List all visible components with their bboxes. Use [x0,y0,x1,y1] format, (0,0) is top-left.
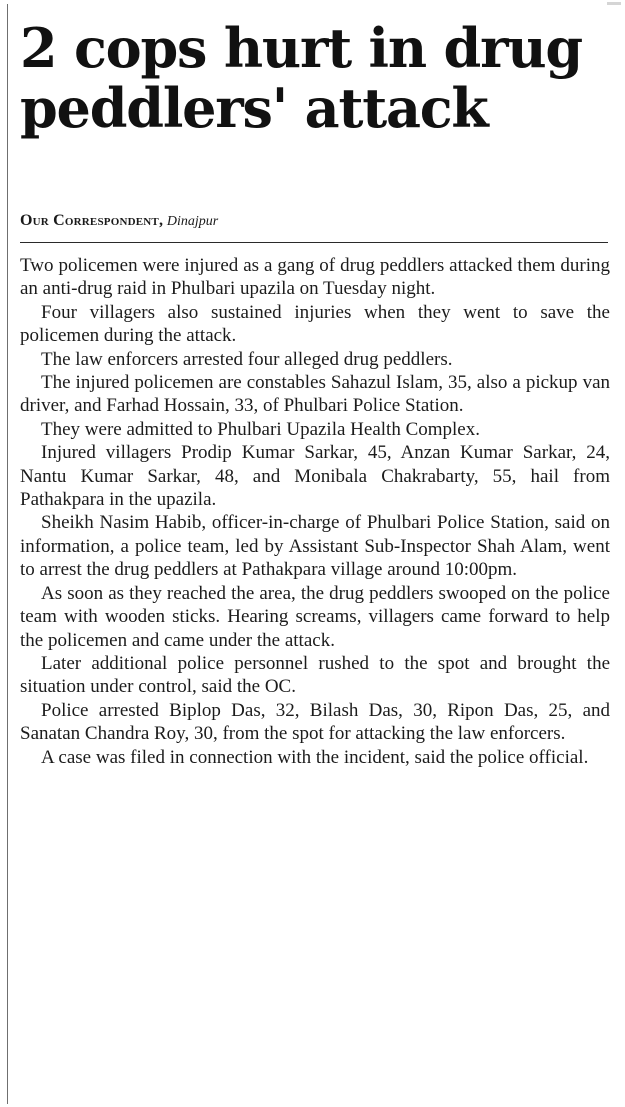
paragraph: Sheikh Nasim Habib, officer-in-charge of Phulbari Police Station, said on information, a police team, led by Assistant Sub-Inspector Shah Alam, went to arrest the drug peddlers at Pathakpara village around 10:00pm. [20,512,610,581]
paragraph: They were admitted to Phulbari Upazila Health Complex. [41,418,480,440]
paragraph: Four villagers also sustained injuries when they went to save the policemen during the attack. [20,301,610,347]
headline: 2 cops hurt in drug peddlers' attack [20,16,582,141]
paragraph: The law enforcers arrested four alleged drug peddlers. [41,348,453,370]
paragraph: The injured policemen are constables Sahazul Islam, 35, also a pickup van driver, and Farhad Hossain, 33, of Phulbari Police Station. [20,372,610,417]
paragraph: Police arrested Biplop Das, 32, Bilash Das, 30, Ripon Das, 25, and Sanatan Chandra Roy, 30, from the spot for attacking the law enforcers. [20,699,610,745]
byline [20,212,620,230]
byline-divider [20,242,608,243]
paragraph: A case was filed in connection with the incident, said the police official. [41,746,589,768]
column-rule [7,4,8,1104]
paragraph: Injured villagers Prodip Kumar Sarkar, 45, Anzan Kumar Sarkar, 24, Nantu Kumar Sarkar, 48, and Monibala Chakrabarty, 55, hail from Pathakpara in the upazila. [20,442,610,511]
byline-place: Dinajpur [166,214,219,229]
article-body [20,254,610,769]
paragraph: Later additional police personnel rushed to the spot and brought the situation under control, said the OC. [20,652,610,698]
paragraph: As soon as they reached the area, the drug peddlers swooped on the police team with wooden sticks. Hearing screams, villagers came forward to help the policemen and came under the attack. [20,582,610,651]
paragraph: Two policemen were injured as a gang of drug peddlers attacked them during an anti-drug raid in Phulbari upazila on Tuesday night. [20,255,610,300]
byline-author: Our Correspondent, [20,212,164,229]
scan-mark [607,2,621,5]
